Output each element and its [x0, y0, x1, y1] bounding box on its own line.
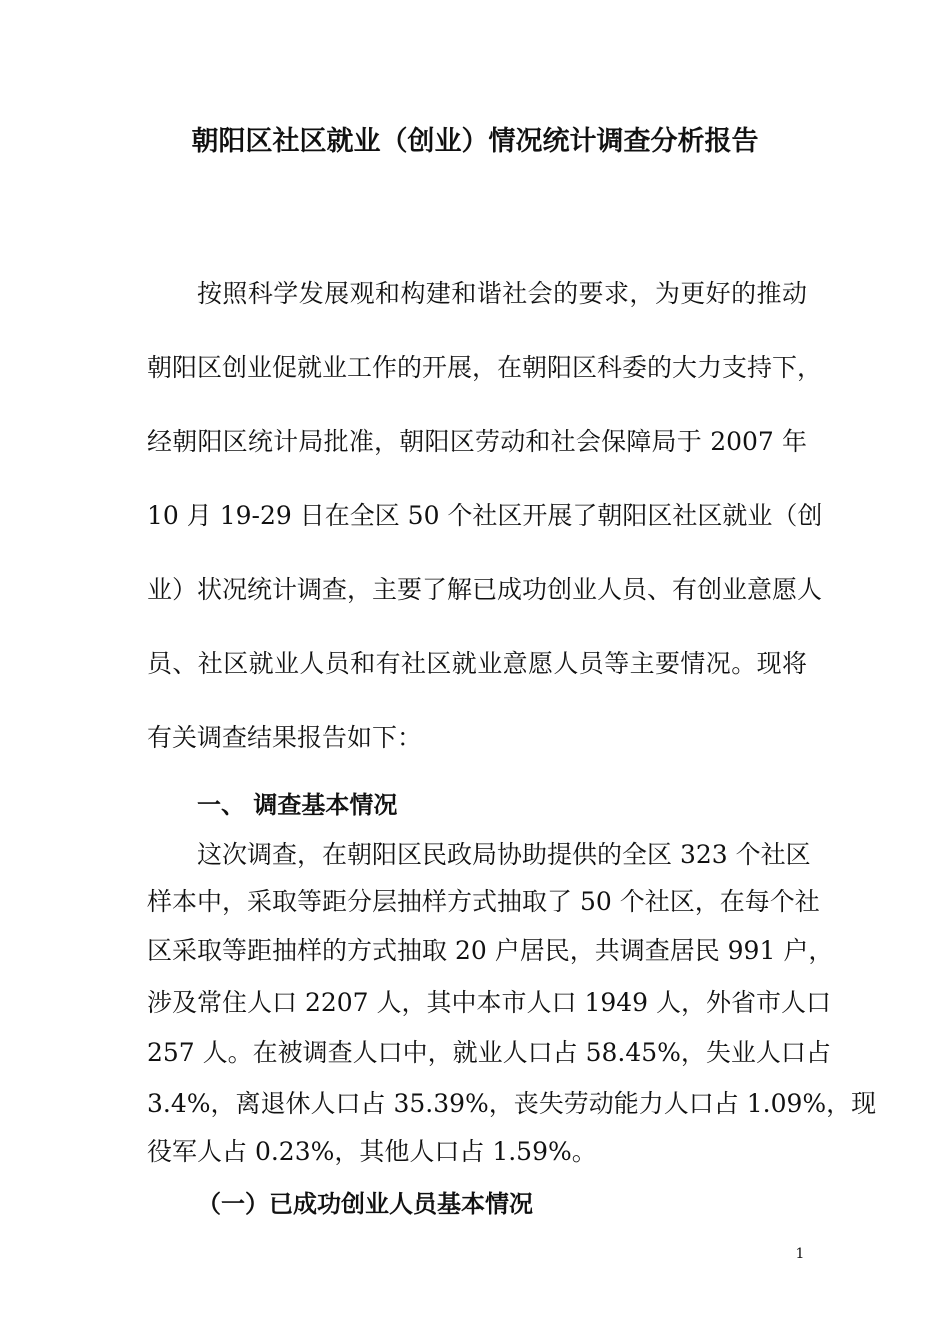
- section1-line-2: 样本中，采取等距分层抽样方式抽取了 50 个社区，在每个社: [147, 887, 820, 916]
- intro-line-6: 员、社区就业人员和有社区就业意愿人员等主要情况。现将: [147, 649, 807, 678]
- section1-line-5: 257 人。在被调查人口中，就业人口占 58.45%，失业人口占: [147, 1038, 831, 1067]
- section1-line-4: 涉及常住人口 2207 人，其中本市人口 1949 人，外省市人口: [147, 988, 832, 1017]
- subsection-heading-1: （一）已成功创业人员基本情况: [197, 1190, 533, 1218]
- intro-line-5: 业）状况统计调查，主要了解已成功创业人员、有创业意愿人: [147, 575, 823, 604]
- intro-line-1: 按照科学发展观和构建和谐社会的要求，为更好的推动: [197, 279, 807, 308]
- section1-line-6: 3.4%，离退休人口占 35.39%，丧失劳动能力人口占 1.09%，现: [147, 1089, 877, 1118]
- section1-line-3: 区采取等距抽样的方式抽取 20 户居民，共调查居民 991 户，: [147, 936, 834, 965]
- section1-line-1: 这次调查，在朝阳区民政局协助提供的全区 323 个社区: [197, 840, 811, 869]
- intro-line-2: 朝阳区创业促就业工作的开展，在朝阳区科委的大力支持下，: [147, 353, 823, 382]
- page-number: 1: [795, 1246, 805, 1262]
- document-title: 朝阳区社区就业（创业）情况统计调查分析报告: [191, 126, 759, 157]
- intro-line-3: 经朝阳区统计局批准，朝阳区劳动和社会保障局于 2007 年: [147, 427, 807, 456]
- section-heading-1: 一、 调查基本情况: [197, 791, 398, 819]
- section1-line-7: 役军人占 0.23%，其他人口占 1.59%。: [147, 1137, 597, 1166]
- intro-line-7: 有关调查结果报告如下：: [147, 723, 423, 752]
- intro-line-4: 10 月 19-29 日在全区 50 个社区开展了朝阳区社区就业（创: [147, 501, 823, 530]
